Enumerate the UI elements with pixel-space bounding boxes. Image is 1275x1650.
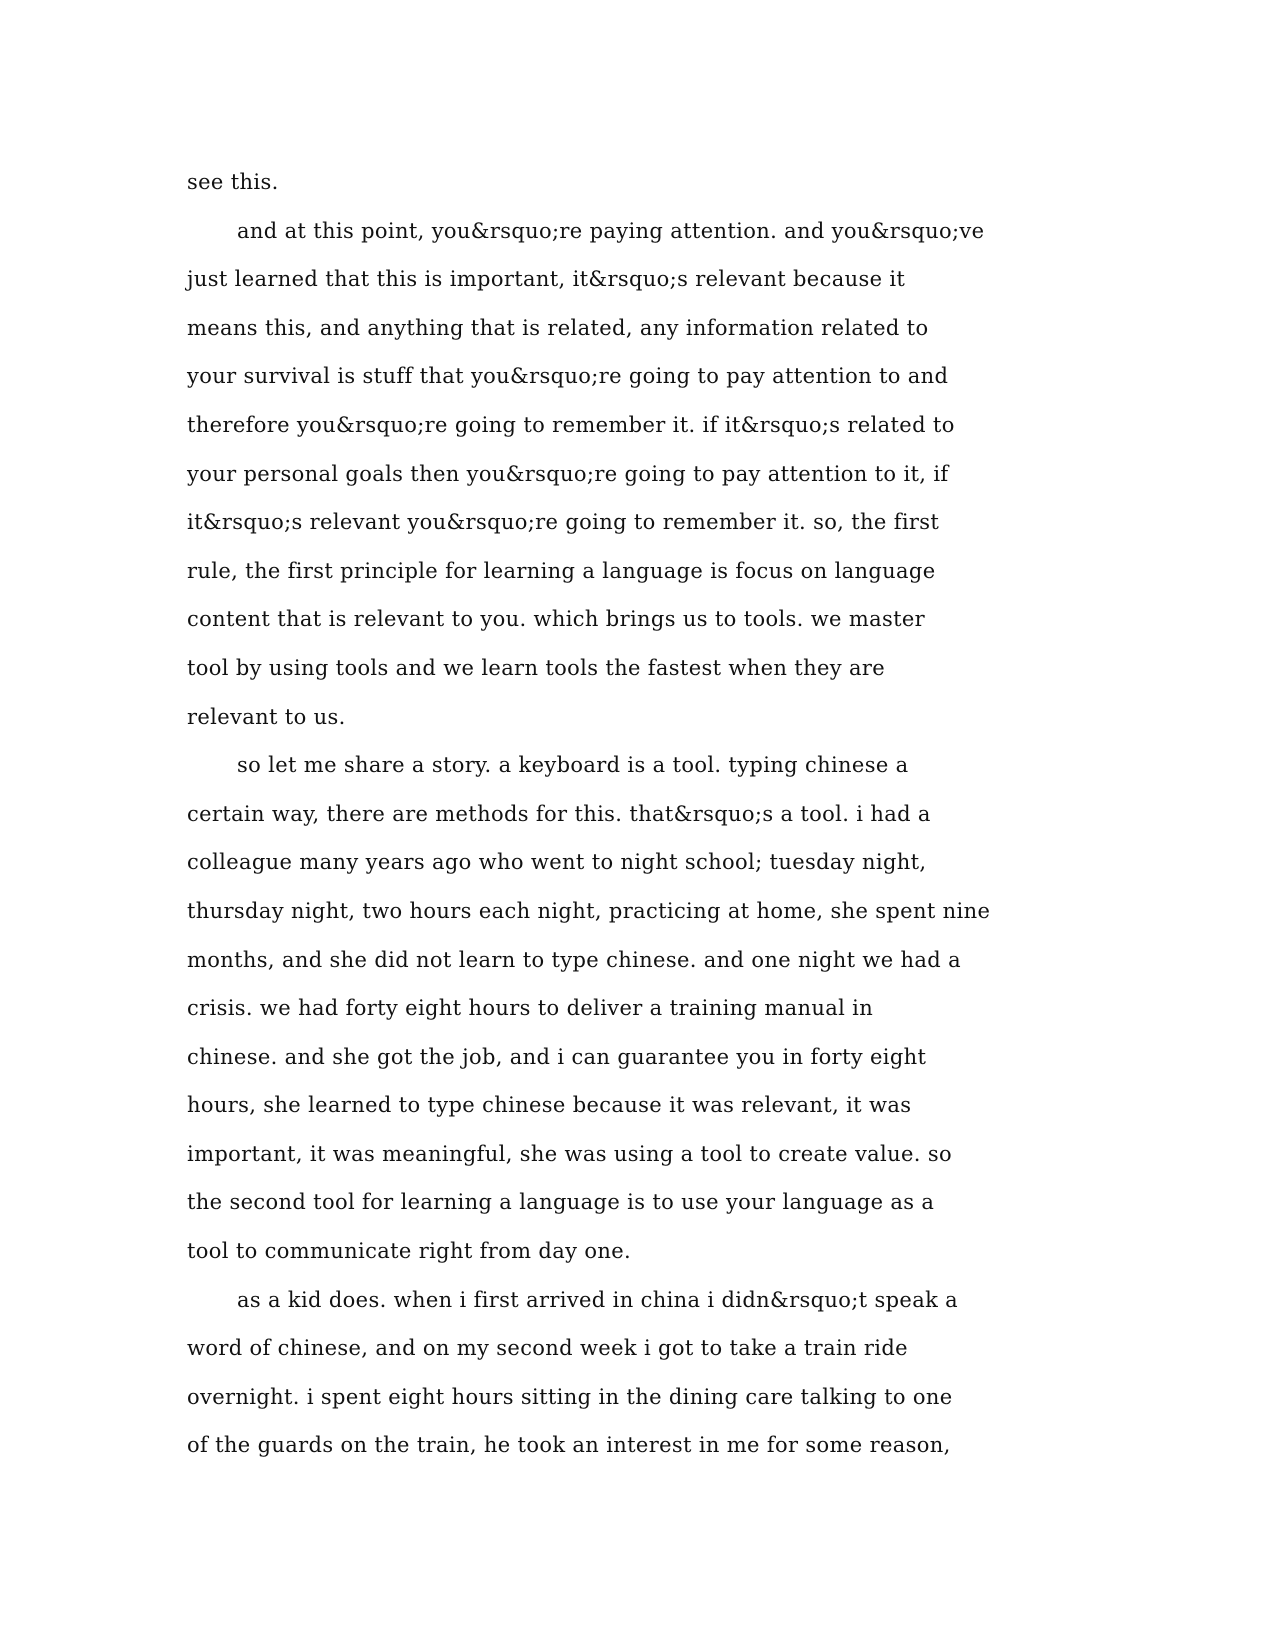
- text-line: colleague many years ago who went to night school; tuesday night,: [187, 850, 927, 875]
- text-line: chinese. and she got the job, and i can guarantee you in forty eight: [187, 1044, 927, 1069]
- text-line: important, it was meaningful, she was using a tool to create value. so: [187, 1141, 952, 1166]
- text-line: your survival is stuff that you&rsquo;re going to pay attention to and: [187, 364, 949, 389]
- text-line: thursday night, two hours each night, practicing at home, she spent nine: [187, 898, 991, 923]
- text-line: see this.: [187, 170, 279, 194]
- text-line: content that is relevant to you. which brings us to tools. we master: [187, 607, 926, 632]
- text-line: relevant to us.: [187, 704, 346, 729]
- paragraph-first-line: as a kid does. when i first arrived in china i didn&rsquo;t speak a: [237, 1287, 959, 1312]
- paragraph-first-line: and at this point, you&rsquo;re paying attention. and you&rsquo;ve: [237, 218, 985, 243]
- text-line: of the guards on the train, he took an interest in me for some reason,: [187, 1433, 951, 1458]
- text-line: tool to communicate right from day one.: [187, 1239, 631, 1264]
- text-line: certain way, there are methods for this. that&rsquo;s a tool. i had a: [187, 801, 931, 826]
- text-line: months, and she did not learn to type chinese. and one night we had a: [187, 947, 961, 972]
- text-line: hours, she learned to type chinese because it was relevant, it was: [187, 1093, 912, 1118]
- text-line: word of chinese, and on my second week i got to take a train ride: [187, 1336, 908, 1361]
- text-line: the second tool for learning a language is to use your language as a: [187, 1190, 935, 1215]
- text-line: crisis. we had forty eight hours to deliver a training manual in: [187, 996, 874, 1021]
- paragraph-first-line: so let me share a story. a keyboard is a tool. typing chinese a: [237, 753, 909, 778]
- text-line: overnight. i spent eight hours sitting in the dining care talking to one: [187, 1384, 953, 1409]
- text-line: it&rsquo;s relevant you&rsquo;re going to remember it. so, the first: [187, 510, 940, 535]
- text-line: tool by using tools and we learn tools the fastest when they are: [187, 655, 886, 680]
- text-line: means this, and anything that is related, any information related to: [187, 315, 929, 340]
- text-line: rule, the first principle for learning a language is focus on language: [187, 558, 936, 583]
- text-line: your personal goals then you&rsquo;re going to pay attention to it, if: [187, 461, 949, 486]
- text-line: just learned that this is important, it&rsquo;s relevant because it: [187, 267, 906, 292]
- body-text: [187, 158, 1107, 1470]
- text-line: therefore you&rsquo;re going to remember it. if it&rsquo;s related to: [187, 412, 955, 437]
